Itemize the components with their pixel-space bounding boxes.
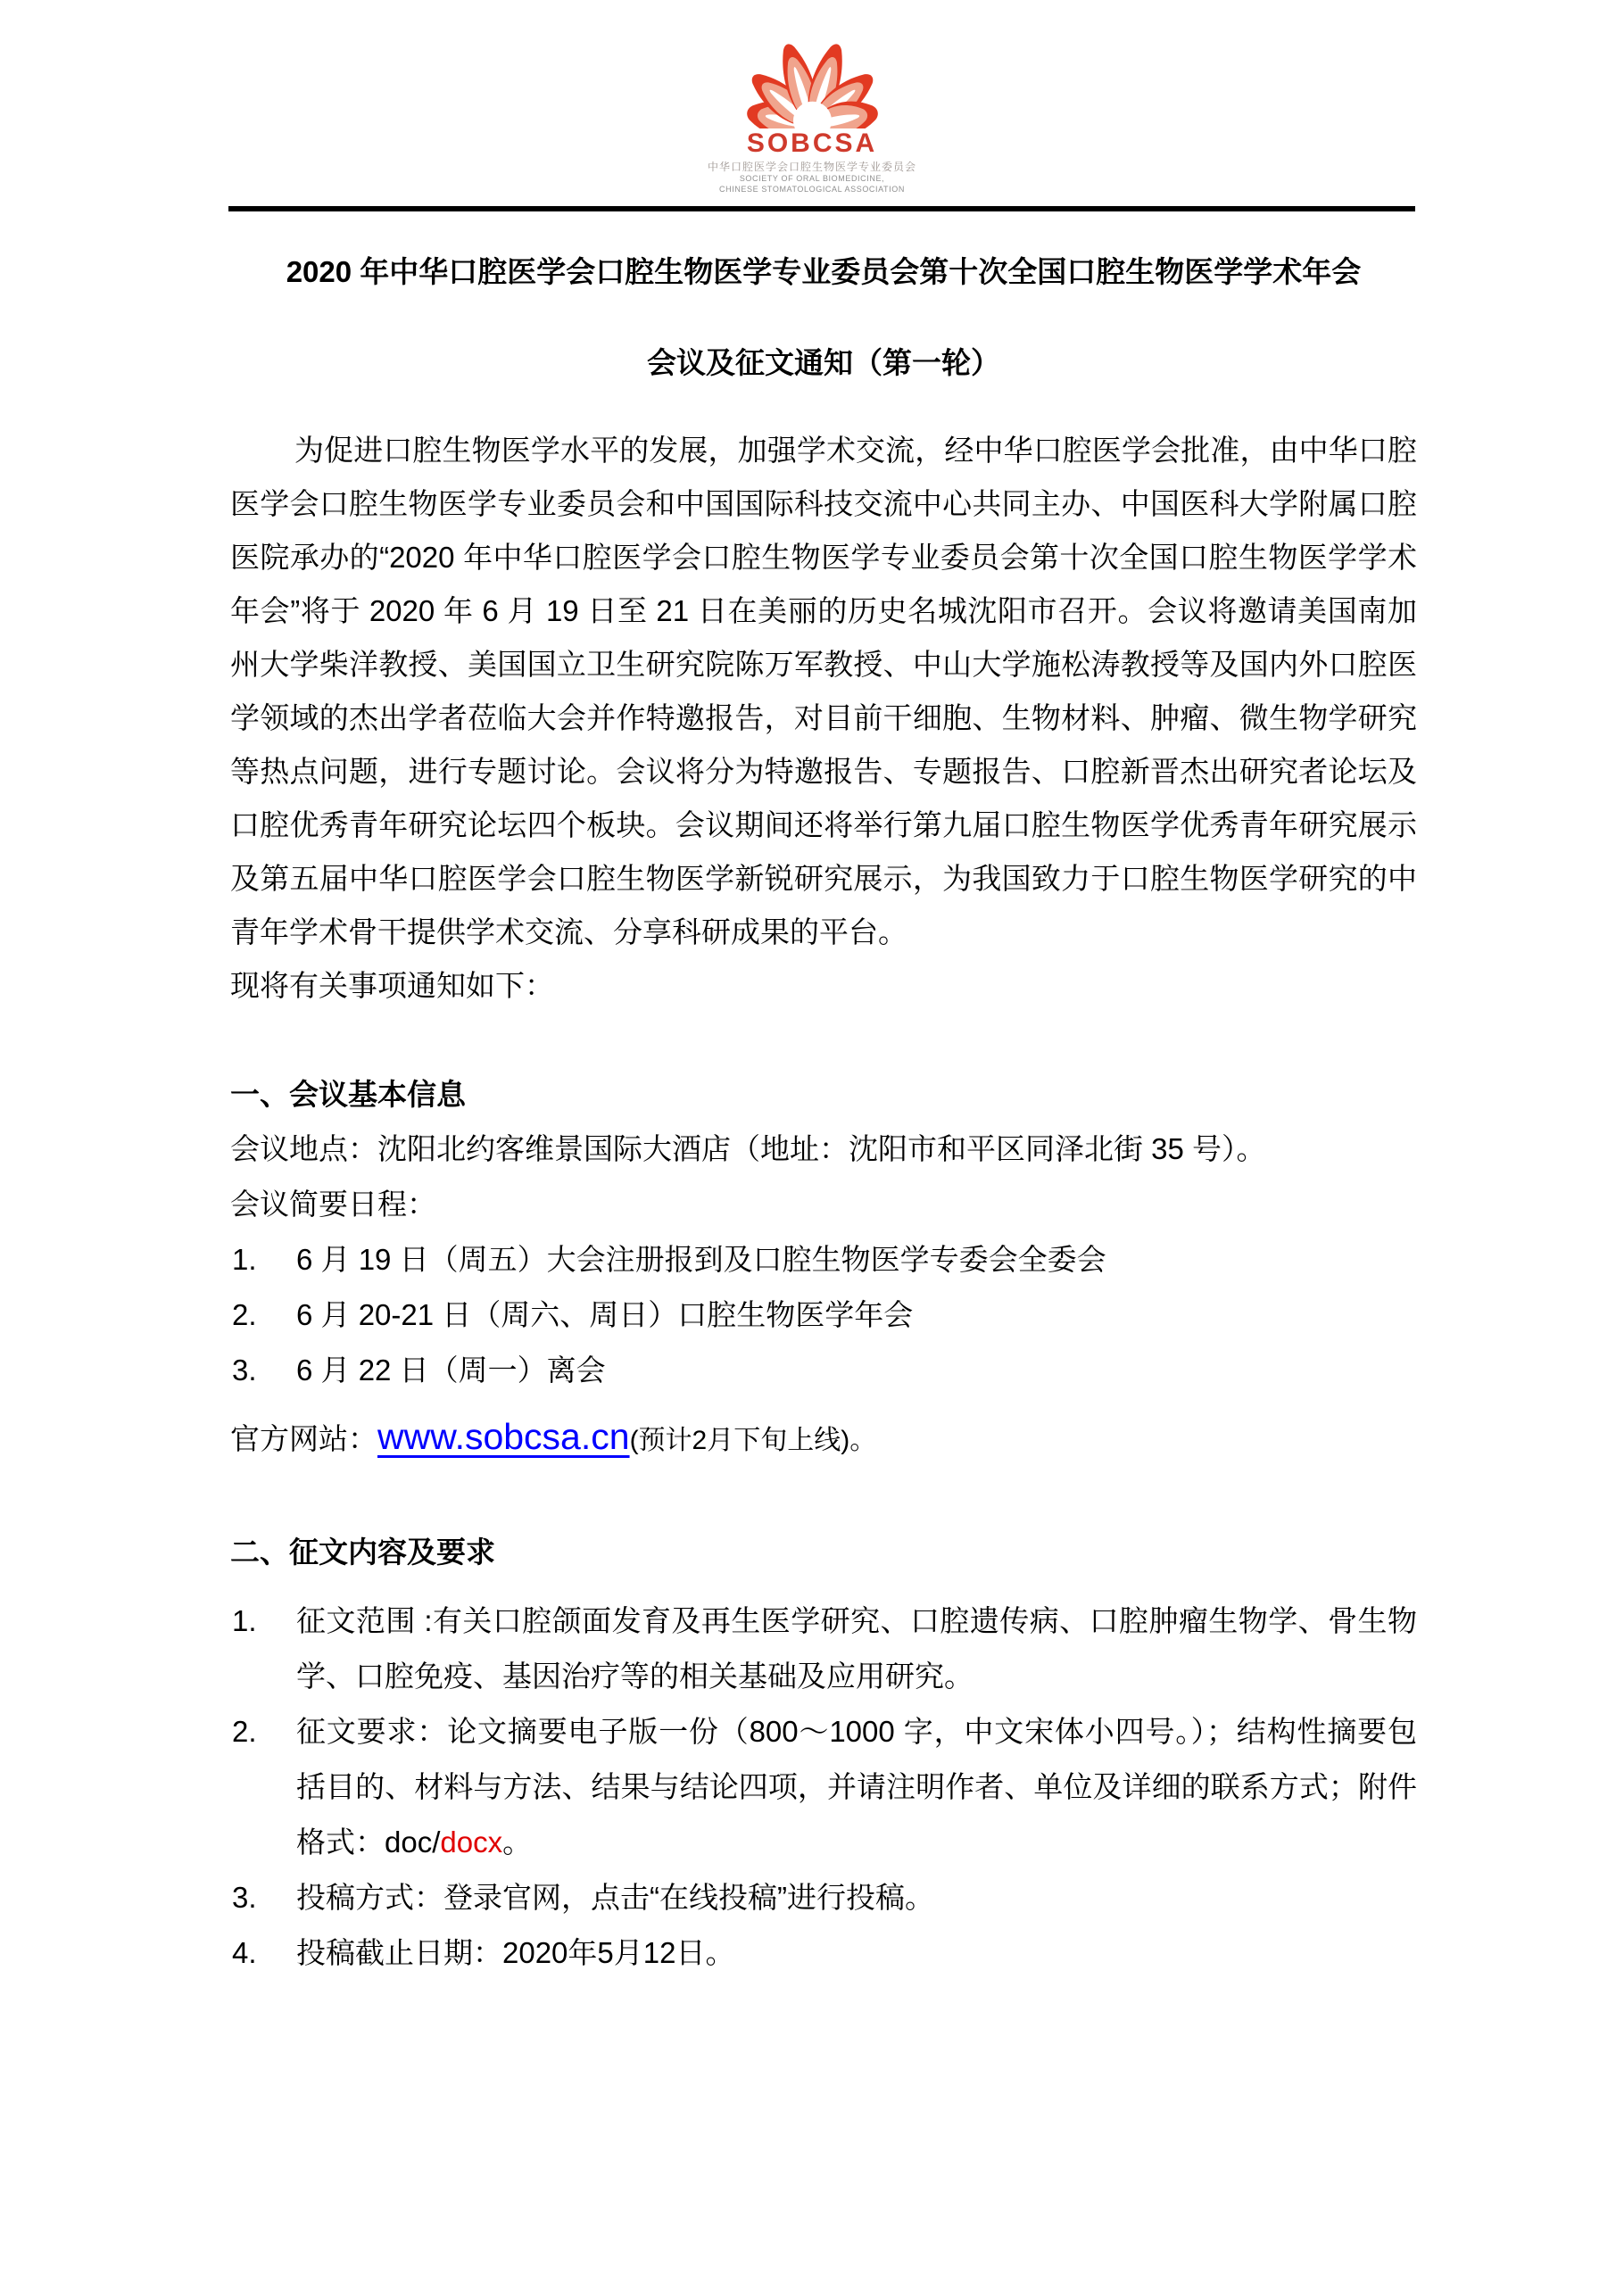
logo-org-name-en-line2: CHINESE STOMATOLOGICAL ASSOCIATION xyxy=(719,185,905,194)
document-title: 2020 年中华口腔医学会口腔生物医学专业委员会第十次全国口腔生物医学学术年会 xyxy=(286,255,1362,288)
requirement-item-text: 征文范围 :有关口腔颌面发育及再生医学研究、口腔遗传病、口腔肿瘤生物学、骨生物学、口腔免疫、基因治疗等的相关基础及应用研究。 xyxy=(296,1604,1417,1693)
list-number: 2. xyxy=(232,1715,257,1748)
requirement-item xyxy=(230,1594,1417,1704)
requirement-item xyxy=(230,1925,1417,1981)
requirement-item-text: 投稿截止日期：2020年5月12日。 xyxy=(296,1936,735,1969)
requirement-item-text: 征文要求：论文摘要电子版一份（800～1000 字，中文宋体小四号。）；结构性摘要包括目的、材料与方法、结果与结论四项，并请注明作者、单位及详细的联系方式；附件格式：doc/ xyxy=(296,1715,1417,1859)
lotus-logo-icon xyxy=(708,11,917,128)
logo-acronym: SOBCSA xyxy=(746,128,878,158)
list-number: 3. xyxy=(232,1881,257,1914)
schedule-label: 会议简要日程： xyxy=(230,1188,436,1221)
list-number: 1. xyxy=(232,1243,257,1276)
submission-requirements-list xyxy=(230,1594,1417,1981)
list-number: 1. xyxy=(232,1604,257,1637)
schedule-item xyxy=(230,1343,1417,1398)
schedule-item xyxy=(230,1287,1417,1343)
schedule-item-text: 6 月 19 日（周五）大会注册报到及口腔生物医学专委会全委会 xyxy=(296,1243,1106,1276)
intro-followup-line: 现将有关事项通知如下： xyxy=(230,969,554,1002)
venue-line: 会议地点：沈阳北约客维景国际大酒店（地址：沈阳市和平区同泽北街 35 号）。 xyxy=(230,1132,1266,1165)
document-subtitle: 会议及征文通知（第一轮） xyxy=(647,346,1000,379)
intro-paragraph: 为促进口腔生物医学水平的发展，加强学术交流，经中华口腔医学会批准，由中华口腔医学会口腔生物医学专业委员会和中国国际科技交流中心共同主办、中国医科大学附属口腔医院承办的“2020 年中华口腔医学会口腔生物医学专业委员会第十次全国口腔生物医学学术年会”将于 2020 年 6 月 19 日至 21 日在美丽的历史名城沈阳市召开。会议将邀请美国南加州大学柴洋教授、美国国立卫生研究院陈万军教授、中山大学施松涛教授等及国内外口腔医学领域的杰出学者莅临大会并作特邀报告，对目前干细胞、生物材料、肿瘤、微生物学研究等热点问题，进行专题讨论。会议将分为特邀报告、专题报告、口腔新晋杰出研究者论坛及口腔优秀青年研究论坛四个板块。会议期间还将举行第九届口腔生物医学优秀青年研究展示及第五届中华口腔医学会口腔生物医学新锐研究展示，为我国致力于口腔生物医学研究的中青年学术骨干提供学术交流、分享科研成果的平台。 xyxy=(230,434,1417,948)
schedule-item-text: 6 月 22 日（周一）离会 xyxy=(296,1354,606,1387)
website-link[interactable]: www.sobcsa.cn xyxy=(377,1416,630,1457)
requirement-item-text: 投稿方式：登录官网，点击“在线投稿”进行投稿。 xyxy=(296,1881,934,1914)
schedule-list xyxy=(230,1232,1417,1398)
requirement-item xyxy=(230,1870,1417,1925)
section1-heading: 一、会议基本信息 xyxy=(230,1078,466,1111)
list-number: 4. xyxy=(232,1936,257,1969)
website-note: (预计2月下旬上线)。 xyxy=(629,1426,877,1455)
document-body xyxy=(230,253,1417,1981)
requirement-item-text-end: 。 xyxy=(502,1826,533,1859)
website-label: 官方网站： xyxy=(230,1422,377,1455)
section2-heading: 二、征文内容及要求 xyxy=(230,1536,495,1569)
list-number: 3. xyxy=(232,1354,257,1387)
requirement-item xyxy=(230,1704,1417,1870)
header-divider xyxy=(228,206,1415,211)
logo-block xyxy=(0,0,1624,194)
website-line xyxy=(230,1407,1417,1470)
logo-org-name-cn: 中华口腔医学会口腔生物医学专业委员会 xyxy=(707,161,916,173)
logo-org-name-en-line1: SOCIETY OF ORAL BIOMEDICINE, xyxy=(739,174,885,183)
list-number: 2. xyxy=(232,1298,257,1331)
file-format-docx-highlight: docx xyxy=(440,1826,503,1859)
schedule-item-text: 6 月 20-21 日（周六、周日）口腔生物医学年会 xyxy=(296,1298,914,1331)
schedule-item xyxy=(230,1232,1417,1287)
